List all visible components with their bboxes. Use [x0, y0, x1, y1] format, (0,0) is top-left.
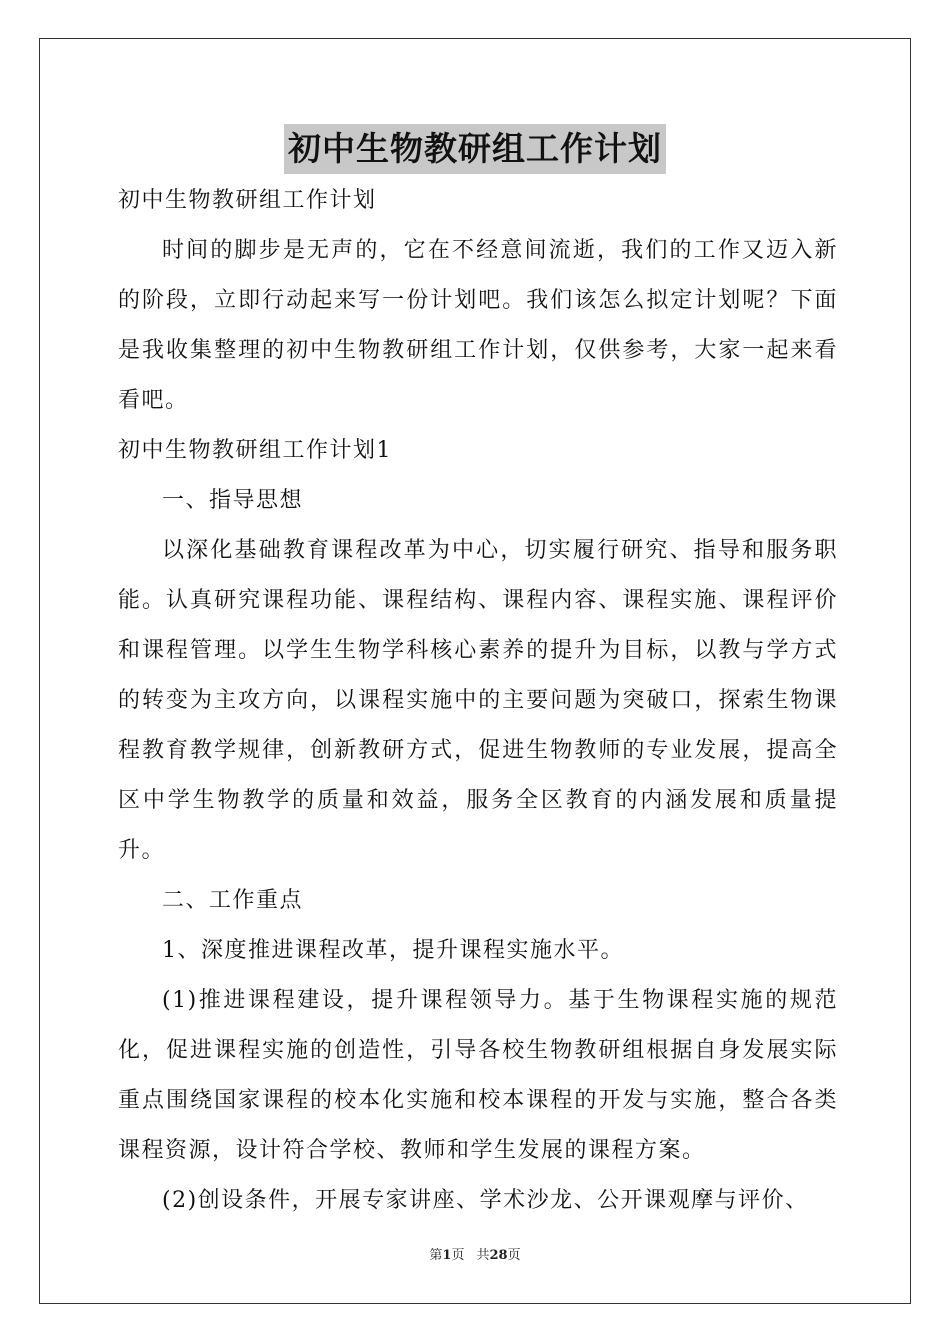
document-title: 初中生物教研组工作计划 [284, 124, 666, 174]
total-prefix: 共 [476, 1248, 490, 1263]
total-suffix: 页 [507, 1248, 521, 1263]
total-pages: 28 [489, 1248, 508, 1263]
page-prefix: 第 [429, 1248, 443, 1263]
page-footer [0, 1246, 950, 1266]
title-container [0, 124, 950, 174]
work-focus-item-1: 1、深度推进课程改革，提升课程实施水平。 [162, 938, 624, 963]
document-body [118, 176, 838, 1226]
subtitle-paragraph: 初中生物教研组工作计划 [118, 188, 377, 213]
page-number: 1 [442, 1248, 452, 1263]
page-suffix: 页 [451, 1248, 465, 1263]
heading-work-focus: 二、工作重点 [162, 888, 304, 913]
heading-guiding-ideology: 一、指导思想 [162, 488, 304, 513]
work-focus-subitem-1: (1)推进课程建设，提升课程领导力。基于生物课程实施的规范化，促进课程实施的创造性，引导各校生物教研组根据自身发展实际重点围绕国家课程的校本化实施和校本课程的开发与实施，整合各类课程资源，设计符合学校、教师和学生发展的课程方案。 [118, 988, 838, 1163]
intro-paragraph: 时间的脚步是无声的，它在不经意间流逝，我们的工作又迈入新的阶段，立即行动起来写一份计划吧。我们该怎么拟定计划呢？下面是我收集整理的初中生物教研组工作计划，仅供参考，大家一起来看看吧。 [118, 238, 838, 413]
section-heading: 初中生物教研组工作计划1 [118, 438, 392, 463]
work-focus-subitem-2: (2)创设条件，开展专家讲座、学术沙龙、公开课观摩与评价、 [162, 1188, 809, 1213]
guiding-ideology-paragraph: 以深化基础教育课程改革为中心，切实履行研究、指导和服务职能。认真研究课程功能、课程结构、课程内容、课程实施、课程评价和课程管理。以学生生物学科核心素养的提升为目标，以教与学方式的转变为主攻方向，以课程实施中的主要问题为突破口，探索生物课程教育教学规律，创新教研方式，促进生物教师的专业发展，提高全区中学生物教学的质量和效益，服务全区教育的内涵发展和质量提升。 [118, 538, 838, 863]
